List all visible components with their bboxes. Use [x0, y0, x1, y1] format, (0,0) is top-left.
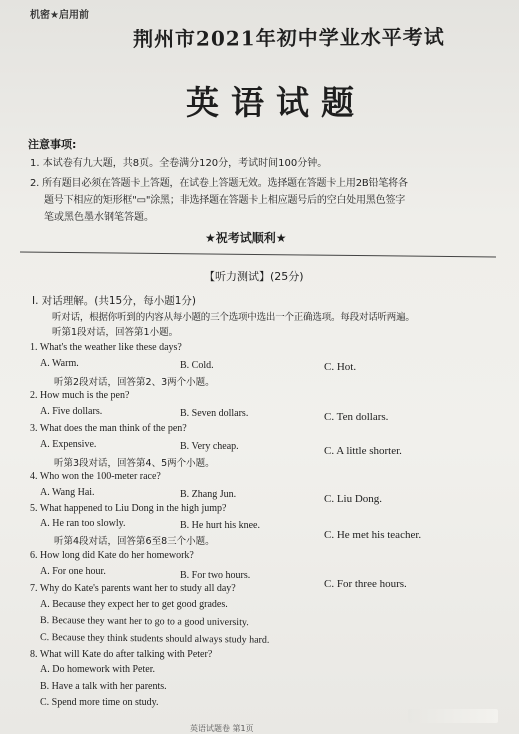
- option-c: C. He met his teacher.: [324, 529, 422, 541]
- option-b: B. He hurt his knee.: [180, 520, 260, 531]
- option-c: C. Spend more time on study.: [40, 697, 159, 708]
- notice-line-2c: 笔或黑色墨水钢笔答题。: [44, 212, 154, 223]
- option-b: B. Seven dollars.: [180, 408, 249, 419]
- option-a: A. He ran too slowly.: [40, 518, 126, 529]
- divider-line: [20, 252, 496, 258]
- option-a: A. Expensive.: [40, 439, 97, 450]
- notice-line-2a: 2. 所有题目必须在答题卡上答题，在试卷上答题无效。选择题在答题卡上用2B铅笔将各: [30, 178, 408, 189]
- option-a: A. Warm.: [40, 358, 79, 369]
- notice-line-1: 1. 本试卷有九大题，共8页。全卷满分120分，考试时间100分钟。: [30, 158, 328, 169]
- watermark-blur: [408, 709, 498, 723]
- notice-heading: 注意事项:: [28, 138, 77, 151]
- question-stem: 8. What will Kate do after talking with Peter?: [30, 649, 213, 660]
- option-a: A. Wang Hai.: [40, 487, 95, 498]
- option-b: B. Have a talk with her parents.: [40, 681, 167, 692]
- part-instruction: 听对话，根据你听到的内容从每小题的三个选项中选出一个正确选项。每段对话听两遍。: [52, 312, 415, 323]
- option-b: B. Cold.: [180, 360, 214, 371]
- question-stem: 3. What does the man think of the pen?: [30, 423, 187, 434]
- section-heading: 【听力测试】(25分): [204, 270, 304, 283]
- option-a: A. Because they expect her to get good grades.: [40, 599, 228, 610]
- dialogue-cue-4: 听第4段对话，回答第6至8三个小题。: [54, 536, 215, 547]
- option-b: B. Very cheap.: [180, 441, 239, 452]
- question-stem: 5. What happened to Liu Dong in the high jump?: [30, 503, 227, 514]
- notice-line-2b: 题号下相应的矩形框"▭"涂黑；非选择题在答题卡上相应题号后的空白处用黑色签字: [44, 195, 406, 206]
- dialogue-cue-1: 听第1段对话，回答第1小题。: [52, 327, 179, 338]
- option-c: C. Ten dollars.: [324, 411, 389, 423]
- good-luck-banner: ★祝考试顺利★: [205, 231, 287, 245]
- part-title: Ⅰ. 对话理解。(共15分，每小题1分): [32, 295, 197, 307]
- question-stem: 4. Who won the 100-meter race?: [30, 471, 161, 482]
- option-b: B. Because they want her to go to a good university.: [39, 615, 249, 629]
- question-stem: 6. How long did Kate do her homework?: [30, 550, 194, 561]
- question-stem: 7. Why do Kate's parents want her to study all day?: [30, 583, 236, 594]
- option-c: C. Because they think students should always study hard.: [39, 632, 270, 646]
- option-c: C. Hot.: [324, 361, 357, 373]
- confidential-mark: 机密★启用前: [30, 10, 89, 21]
- option-a: A. For one hour.: [40, 566, 106, 577]
- page-footer: 英语试题卷 第1页: [190, 724, 254, 733]
- option-a: A. Do homework with Peter.: [40, 664, 155, 675]
- dialogue-cue-2: 听第2段对话，回答第2、3两个小题。: [54, 377, 215, 388]
- option-a: A. Five dollars.: [40, 406, 103, 417]
- option-c: C. For three hours.: [324, 578, 407, 590]
- subject-title: 英语试题: [186, 83, 366, 122]
- option-c: C. Liu Dong.: [324, 493, 383, 505]
- option-c: C. A little shorter.: [324, 445, 402, 457]
- question-stem: 1. What's the weather like these days?: [30, 342, 182, 353]
- dialogue-cue-3: 听第3段对话，回答第4、5两个小题。: [54, 458, 215, 469]
- question-stem: 2. How much is the pen?: [30, 390, 130, 401]
- exam-title: 荆州市2021年初中学业水平考试: [132, 24, 445, 52]
- option-b: B. For two hours.: [180, 570, 251, 581]
- option-b: B. Zhang Jun.: [180, 489, 237, 500]
